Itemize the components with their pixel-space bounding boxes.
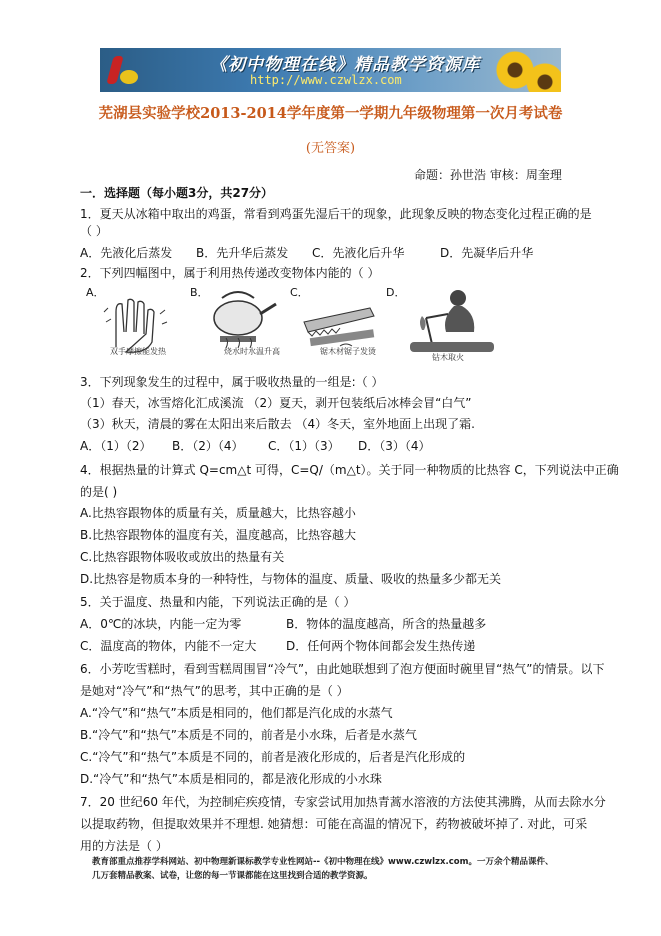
- q1-option-b: B．先升华后蒸发: [196, 246, 289, 260]
- rubbing-hands-icon: [86, 292, 182, 354]
- q5-option-a: A．0℃的冰块，内能一定为零: [80, 617, 242, 631]
- figure-letter: B．: [190, 286, 209, 299]
- q1-option-c: C．先液化后升华: [312, 246, 405, 260]
- section-heading: 一．选择题（每小题3分，共27分）: [80, 186, 274, 200]
- q5-option-c: C．温度高的物体，内能不一定大: [80, 639, 257, 653]
- header-banner: [100, 48, 561, 92]
- q7-stem-2: 以提取药物，但提取效果并不理想. 她猜想：可能在高温的情况下，药物被破坏掉了. 对此，可采: [80, 817, 588, 831]
- figure-letter: D．: [386, 286, 406, 299]
- q3-option-d: D．（3）（4）: [358, 439, 431, 453]
- q6-stem-2: 是她对“冷气”和“热气”的思考，其中正确的是（ ）: [80, 684, 349, 698]
- page-footer: [92, 855, 582, 883]
- figure-letter: C．: [290, 286, 309, 299]
- exam-title: 芜湖县实验学校2013-2014学年度第一学期九年级物理第一次月考试卷: [98, 105, 563, 122]
- q2-caption-a: 双手摩擦能发热: [110, 347, 166, 356]
- kettle-icon: [190, 288, 286, 350]
- q4-stem: 4．根据热量的计算式 Q=cm△t 可得，C=Q/（m△t）。关于同一种物质的比热容 C，下列说法中正确: [80, 463, 619, 477]
- footer-line-2: 几万套精品教案、试卷，让您的每一节课都能在这里找到合适的教学资源。: [92, 871, 373, 881]
- q4-option-a: A.比热容跟物体的质量有关，质量越大，比热容越小: [80, 506, 356, 520]
- banner-title: 《初中物理在线》精品教学资源库: [210, 55, 480, 75]
- q1-option-a: A．先液化后蒸发: [80, 246, 173, 260]
- q3-statement-3-4: （3）秋天，清晨的雾在太阳出来后散去 （4）冬天，室外地面上出现了霜.: [80, 417, 475, 431]
- q1-option-d: D．先凝华后升华: [440, 246, 534, 260]
- figure-letter: A．: [86, 286, 105, 299]
- q7-stem-3: 用的方法是（ ）: [80, 839, 168, 853]
- q4-option-d: D.比热容是物质本身的一种特性，与物体的温度、质量、吸收的热量多少都无关: [80, 572, 502, 586]
- q2-stem: 2．下列四幅图中，属于利用热传递改变物体内能的（ ）: [80, 266, 380, 280]
- q3-option-b: B．（2）（4）: [172, 439, 244, 453]
- saw-icon: [290, 288, 386, 350]
- q2-caption-d: 钻木取火: [432, 353, 464, 362]
- q3-option-c: C．（1）（3）: [268, 439, 340, 453]
- q3-statement-1-2: （1）春天，冰雪熔化汇成溪流 （2）夏天，剥开包装纸后冰棒会冒“白气”: [80, 396, 472, 410]
- q5-option-d: D．任何两个物体间都会发生热传递: [286, 639, 476, 653]
- fire-drill-icon: [392, 284, 496, 360]
- q4-option-b: B.比热容跟物体的温度有关，温度越高，比热容越大: [80, 528, 357, 542]
- q6-option-c: C.“冷气”和“热气”本质是不同的，前者是液化形成的，后者是汽化形成的: [80, 750, 466, 764]
- q4-option-c: C.比热容跟物体吸收或放出的热量有关: [80, 550, 285, 564]
- q1-stem-2: （ ）: [80, 224, 108, 238]
- q6-option-b: B.“冷气”和“热气”本质是不同的，前者是小水珠，后者是水蒸气: [80, 728, 417, 742]
- q6-stem: 6．小芳吃雪糕时，看到雪糕周围冒“冷气”，由此她联想到了泡方便面时碗里冒“热气”的情景。以下: [80, 662, 605, 676]
- q7-stem: 7．20 世纪60 年代，为控制疟疾疫情，专家尝试用加热青蒿水溶液的方法使其沸腾，从而去除水分: [80, 795, 606, 809]
- q3-stem: 3．下列现象发生的过程中，属于吸收热量的一组是:（ ）: [80, 375, 384, 389]
- q3-option-a: A．（1）（2）: [80, 439, 152, 453]
- banner-url[interactable]: http://www.czwlzx.com: [250, 73, 402, 87]
- q1-stem: 1．夏天从冰箱中取出的鸡蛋，常看到鸡蛋先湿后干的现象，此现象反映的物态变化过程正确的是: [80, 207, 592, 221]
- q5-stem: 5．关于温度、热量和内能，下列说法正确的是（ ）: [80, 595, 356, 609]
- author-line: 命题：孙世浩 审核：周奎理: [414, 168, 562, 182]
- exam-subtitle: (无答案): [305, 141, 356, 156]
- q5-option-b: B．物体的温度越高，所含的热量越多: [286, 617, 487, 631]
- q6-option-d: D.“冷气”和“热气”本质是相同的，都是液化形成的小水珠: [80, 772, 382, 786]
- footer-line-1: 教育部重点推荐学科网站、初中物理新课标教学专业性网站--《初中物理在线》www.czwlzx.com。一万余个精品课件、: [92, 857, 554, 867]
- q2-caption-c: 锯木材锯子发烫: [320, 347, 376, 356]
- q4-stem-2: 的是( ): [80, 485, 118, 499]
- q2-caption-b: 烧水时水温升高: [224, 347, 280, 356]
- sunflower-icon: [525, 62, 561, 92]
- q6-option-a: A.“冷气”和“热气”本质是相同的，他们都是汽化成的水蒸气: [80, 706, 393, 720]
- site-logo-icon: [106, 52, 142, 88]
